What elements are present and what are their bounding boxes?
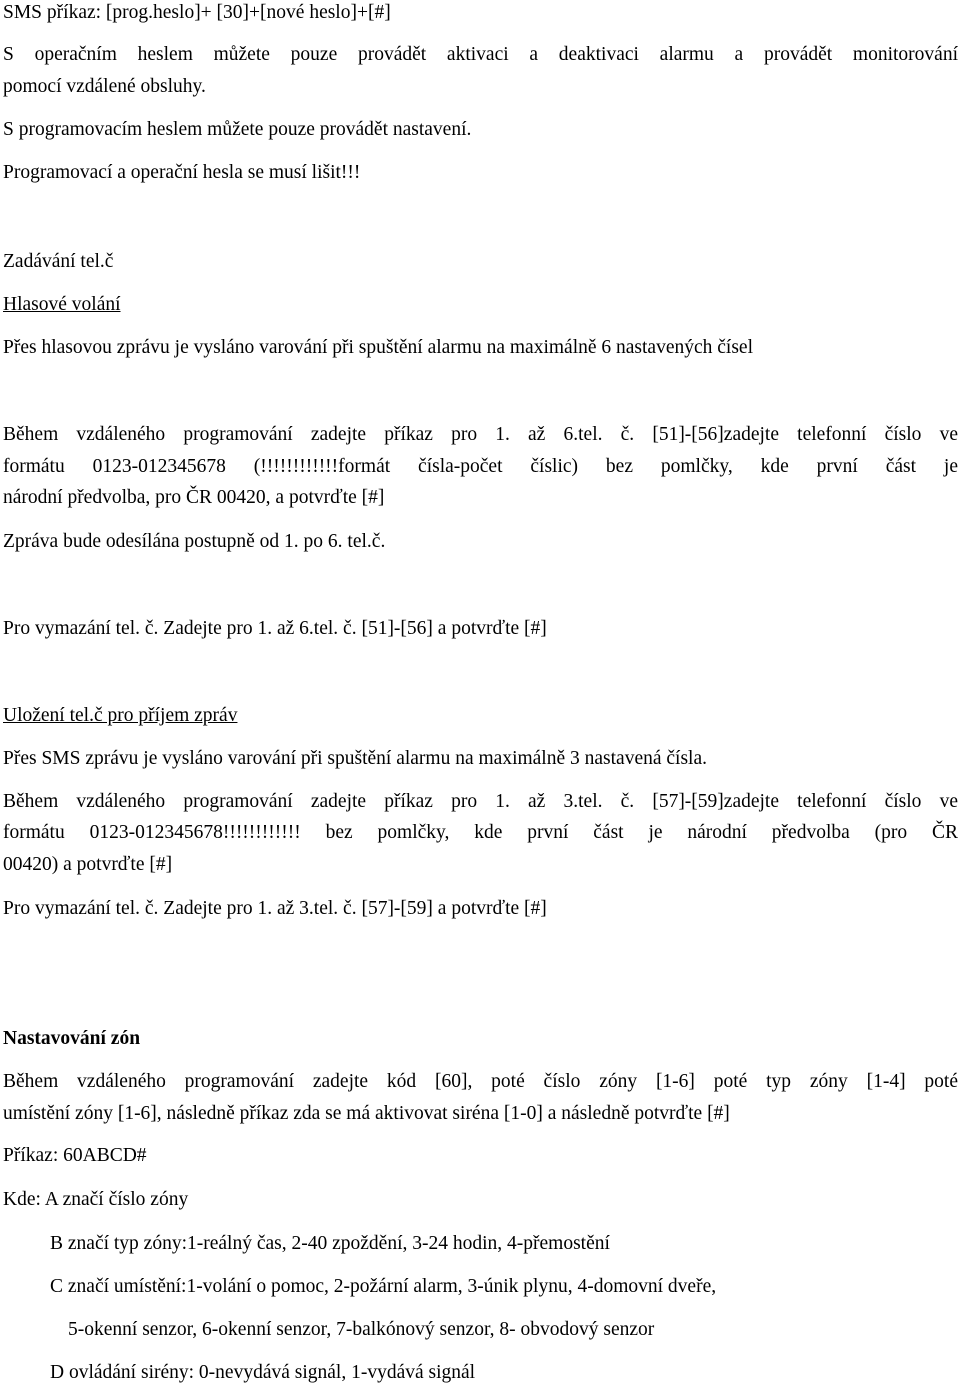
sms-delete-text: Pro vymazání tel. č. Zadejte pro 1. až 3.tel. č. [57]-[59] a potvrďte [#] bbox=[3, 898, 547, 919]
zones-heading: Nastavování zón bbox=[3, 1028, 141, 1049]
voice-call-paragraph: Přes hlasovou zprávu je vysláno varování při spuštění alarmu na maximálně 6 nastavených čísel bbox=[3, 337, 753, 358]
sms-programming-line-1: Během vzdáleného programování zadejte příkaz pro 1. až 3.tel. č. [57]-[59]zadejte telefonní číslo ve bbox=[3, 791, 958, 812]
zone-type-legend: B značí typ zóny:1-reálný čas, 2-40 zpoždění, 3-24 hodin, 4-přemostění bbox=[50, 1233, 610, 1254]
sms-storage-heading: Uložení tel.č pro příjem zpráv bbox=[3, 705, 238, 726]
zones-paragraph-line-1: Během vzdáleného programování zadejte kód [60], poté číslo zóny [1-6] poté typ zóny [1-4] poté bbox=[3, 1071, 958, 1092]
sms-command: SMS příkaz: [prog.heslo]+ [30]+[nové heslo]+[#] bbox=[3, 2, 391, 23]
zone-location-legend-1: C značí umístění:1-volání o pomoc, 2-požární alarm, 3-únik plynu, 4-domovní dveře, bbox=[50, 1276, 717, 1297]
voice-programming-line-2: formátu 0123-012345678 (!!!!!!!!!!!!formát čísla-počet číslic) bez pomlčky, kde první část je bbox=[3, 456, 958, 477]
sms-storage-paragraph: Přes SMS zprávu je vysláno varování při spuštění alarmu na maximálně 3 nastavená čísla. bbox=[3, 748, 707, 769]
intro-line-3: S programovacím heslem můžete pouze provádět nastavení. bbox=[3, 119, 472, 140]
intro-line-1: S operačním heslem můžete pouze provádět aktivaci a deaktivaci alarmu a provádět monitorování bbox=[3, 44, 958, 65]
phone-entry-heading: Zadávání tel.č bbox=[3, 251, 114, 272]
intro-line-2: pomocí vzdálené obsluhy. bbox=[3, 76, 206, 97]
sms-programming-line-2: formátu 0123-012345678!!!!!!!!!!!! bez pomlčky, kde první část je národní předvolba (pro ČR bbox=[3, 822, 958, 843]
voice-programming-line-3: národní předvolba, pro ČR 00420, a potvrďte [#] bbox=[3, 487, 385, 508]
zones-command: Příkaz: 60ABCD# bbox=[3, 1145, 147, 1166]
voice-programming-line-1: Během vzdáleného programování zadejte příkaz pro 1. až 6.tel. č. [51]-[56]zadejte telefonní číslo ve bbox=[3, 424, 958, 445]
voice-delete-text: Pro vymazání tel. č. Zadejte pro 1. až 6.tel. č. [51]-[56] a potvrďte [#] bbox=[3, 618, 547, 639]
zones-where: Kde: A značí číslo zóny bbox=[3, 1189, 189, 1210]
zone-location-legend-2: 5-okenní senzor, 6-okenní senzor, 7-balkónový senzor, 8- obvodový senzor bbox=[68, 1319, 655, 1340]
sms-programming-line-3: 00420) a potvrďte [#] bbox=[3, 854, 173, 875]
message-order-text: Zpráva bude odesílána postupně od 1. po 6. tel.č. bbox=[3, 531, 386, 552]
voice-call-subheading: Hlasové volání bbox=[3, 294, 121, 315]
zones-paragraph-line-2: umístění zóny [1-6], následně příkaz zda se má aktivovat siréna [1-0] a následně potvrďte [#] bbox=[3, 1103, 730, 1124]
intro-line-4: Programovací a operační hesla se musí lišit!!! bbox=[3, 162, 361, 183]
siren-control-legend: D ovládání sirény: 0-nevydává signál, 1-vydává signál bbox=[50, 1362, 476, 1383]
